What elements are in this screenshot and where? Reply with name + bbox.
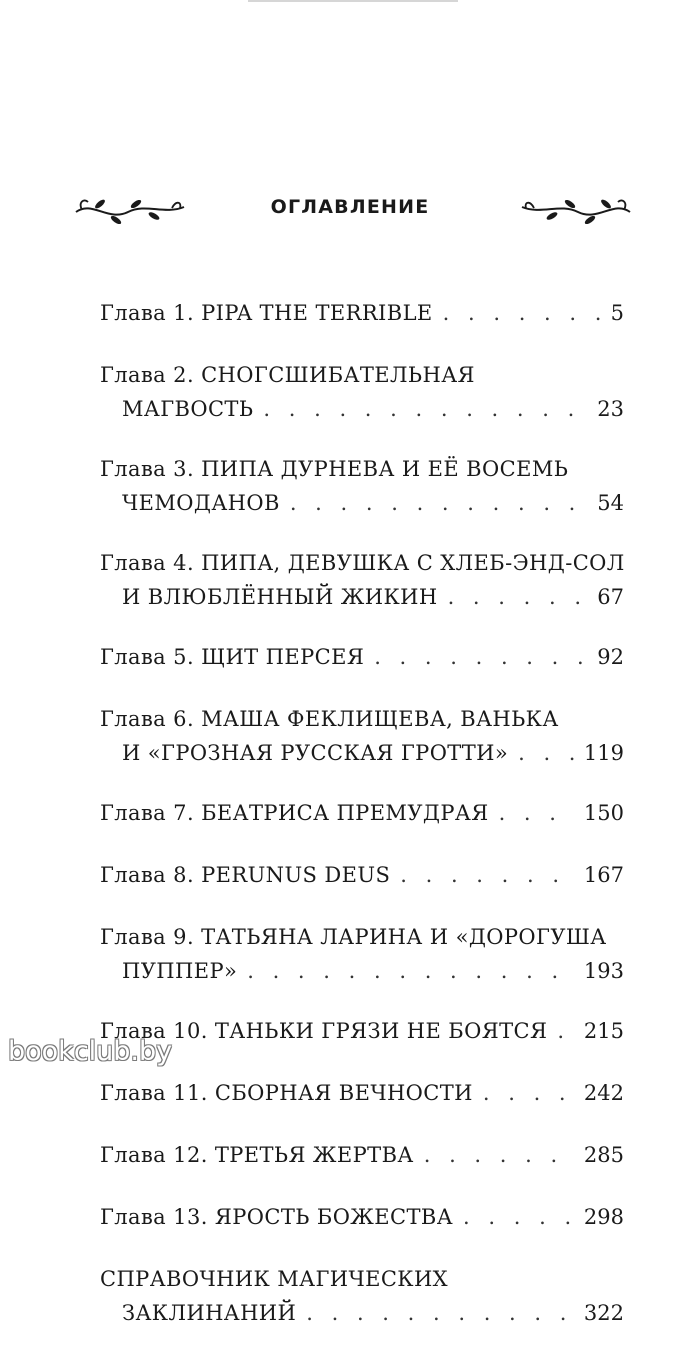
toc-entry-label: Глава 12. ТРЕТЬЯ ЖЕРТВА [100,1143,414,1167]
toc-page-number: 215 [583,1019,624,1043]
toc-entry-line [100,546,624,580]
toc-entry[interactable] [100,796,624,830]
toc-entry-label: И ВЛЮБЛЁННЫЙ ЖИКИН [122,585,438,609]
dot-leader [424,1138,574,1172]
toc-entry-line [100,1200,624,1234]
toc-entry-line [100,358,624,392]
toc-entry-line [100,954,624,988]
toc-title: ОГЛАВЛЕНИЕ [270,196,430,218]
toc-page-number: 54 [597,491,624,515]
toc-entry[interactable] [100,546,624,614]
toc-entry-label: Глава 4. ПИПА, ДЕВУШКА С ХЛЕБ-ЭНД-СОЛ [100,551,625,575]
toc-entry-line [100,1262,624,1296]
toc-page-number: 322 [583,1301,624,1325]
toc-entry[interactable] [100,1262,624,1330]
dot-leader [483,1076,574,1110]
toc-entry-line [100,640,624,674]
dot-leader [463,1200,574,1234]
toc-page-number: 193 [583,959,624,983]
toc-entry-label: МАГВОСТЬ [122,397,254,421]
toc-entry-line [100,920,624,954]
watermark: bookclub.by [8,1036,173,1067]
toc-entry-line [100,1138,624,1172]
toc-entry-line [100,486,624,520]
dot-leader [557,1014,574,1048]
toc-entry-label: СПРАВОЧНИК МАГИЧЕСКИХ [100,1267,449,1291]
toc-entry-label: Глава 13. ЯРОСТЬ БОЖЕСТВА [100,1205,454,1229]
toc-page-number: 67 [597,585,624,609]
toc-entry[interactable] [100,858,624,892]
toc-entry-label: Глава 5. ЩИТ ПЕРСЕЯ [100,645,365,669]
toc-page-number: 23 [597,397,624,421]
toc-entry-label: Глава 2. СНОГСШИБАТЕЛЬНАЯ [100,363,475,387]
toc-entry[interactable] [100,640,624,674]
toc-entry-label: Глава 8. PERUNUS DEUS [100,863,391,887]
dot-leader [518,736,574,770]
toc-entry-line [100,858,624,892]
toc-entry-line [100,580,624,614]
toc-entry[interactable] [100,1076,624,1110]
toc-entry[interactable] [100,1138,624,1172]
toc-entry-label: И «ГРОЗНАЯ РУССКАЯ ГРОТТИ» [122,741,509,765]
toc-page-number: 150 [583,801,624,825]
toc-entry-label: Глава 10. ТАНЬКИ ГРЯЗИ НЕ БОЯТСЯ [100,1019,548,1043]
toc-entry-line [100,1076,624,1110]
dot-leader [499,796,574,830]
toc-entry[interactable] [100,358,624,426]
toc-entry-label: ЧЕМОДАНОВ [122,491,280,515]
toc-page-number: 298 [583,1205,624,1229]
toc-header [0,182,700,232]
toc-entry[interactable] [100,702,624,770]
toc-page-number: 167 [583,863,624,887]
dot-leader [247,954,574,988]
toc-entry-label: ЗАКЛИНАНИЙ [122,1301,297,1325]
toc-page-number: 5 [610,301,624,325]
toc-entry-label: Глава 3. ПИПА ДУРНЕВА И ЕЁ ВОСЕМЬ [100,457,569,481]
toc-entry[interactable] [100,1014,624,1048]
toc-entry-line [100,1296,624,1330]
dot-leader [443,296,601,330]
dot-leader [400,858,574,892]
toc-list [100,296,624,1356]
toc-entry-line [100,1014,624,1048]
dot-leader [290,486,587,520]
toc-page-number: 119 [583,741,624,765]
vine-flourish-icon-right [516,182,634,232]
toc-page-number: 285 [583,1143,624,1167]
toc-entry-label: Глава 7. БЕАТРИСА ПРЕМУДРАЯ [100,801,489,825]
dot-leader [306,1296,574,1330]
toc-entry-line [100,702,624,736]
dot-leader [374,640,587,674]
toc-entry-label: ПУППЕР» [122,959,238,983]
toc-entry-line [100,796,624,830]
toc-entry[interactable] [100,920,624,988]
toc-page-number: 242 [583,1081,624,1105]
dot-leader [263,392,587,426]
toc-page-number: 92 [597,645,624,669]
toc-entry-line [100,452,624,486]
toc-entry-label: Глава 1. PIPA THE TERRIBLE [100,301,433,325]
toc-entry-line [100,392,624,426]
toc-entry-label: Глава 9. ТАТЬЯНА ЛАРИНА И «ДОРОГУША [100,925,607,949]
toc-entry-label: Глава 11. СБОРНАЯ ВЕЧНОСТИ [100,1081,473,1105]
top-edge-line [248,0,458,2]
dot-leader [448,580,588,614]
toc-entry[interactable] [100,1200,624,1234]
toc-entry-line [100,736,624,770]
toc-entry-line [100,296,624,330]
toc-entry[interactable] [100,452,624,520]
toc-entry-label: Глава 6. МАША ФЕКЛИЩЕВА, ВАНЬКА [100,707,559,731]
toc-entry[interactable] [100,296,624,330]
